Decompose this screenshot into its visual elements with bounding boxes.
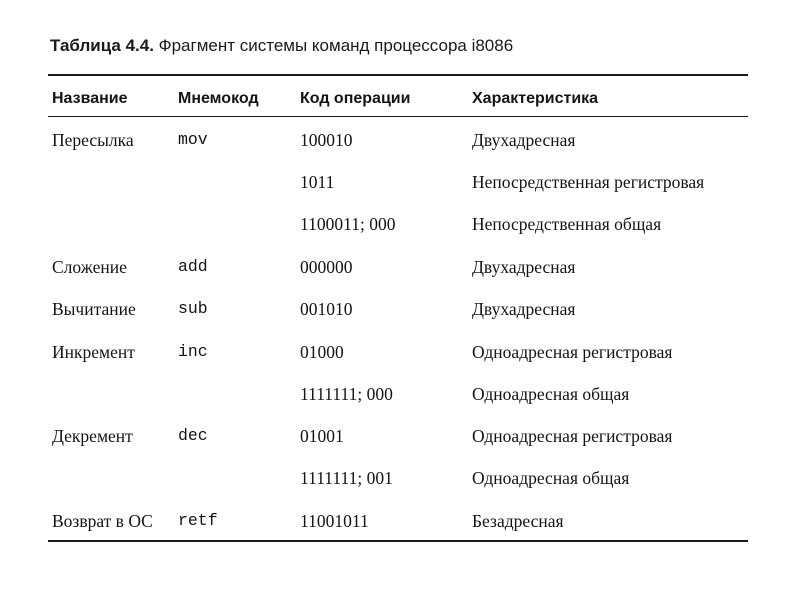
row-opcode-cell: 1111111; 001 bbox=[300, 468, 393, 488]
row-opcode-cell: 01001 bbox=[300, 426, 344, 446]
column-header-description: Характеристика bbox=[472, 90, 599, 107]
row-name-cell: Декремент bbox=[52, 426, 133, 446]
row-description-cell: Двухадресная bbox=[472, 130, 576, 150]
table-header-rule bbox=[48, 116, 748, 117]
row-name-cell: Сложение bbox=[52, 257, 127, 277]
row-description-cell: Одноадресная общая bbox=[472, 384, 630, 404]
row-mnemonic-cell: add bbox=[178, 257, 208, 276]
row-opcode-cell: 1100011; 000 bbox=[300, 214, 396, 234]
column-header-name: Название bbox=[52, 90, 128, 107]
table-caption-label: Таблица 4.4. bbox=[50, 36, 154, 55]
row-name-cell: Возврат в ОС bbox=[52, 511, 153, 531]
column-header-mnemonic: Мнемокод bbox=[178, 90, 259, 107]
row-description-cell: Двухадресная bbox=[472, 299, 576, 319]
row-name-cell: Инкремент bbox=[52, 342, 135, 362]
row-mnemonic-cell: inc bbox=[178, 342, 208, 361]
row-description-cell: Непосредственная регистровая bbox=[472, 172, 705, 192]
row-name-cell: Вычитание bbox=[52, 299, 136, 319]
column-header-opcode: Код операции bbox=[300, 90, 411, 107]
row-description-cell: Безадресная bbox=[472, 511, 564, 531]
row-opcode-cell: 1111111; 000 bbox=[300, 384, 393, 404]
table-caption bbox=[50, 36, 513, 56]
row-opcode-cell: 100010 bbox=[300, 130, 353, 150]
row-mnemonic-cell: retf bbox=[178, 511, 218, 530]
row-mnemonic-cell: mov bbox=[178, 130, 208, 149]
row-opcode-cell: 1011 bbox=[300, 172, 335, 192]
row-description-cell: Непосредственная общая bbox=[472, 214, 662, 234]
row-mnemonic-cell: dec bbox=[178, 426, 208, 445]
table-caption-text: Фрагмент системы команд процессора i8086 bbox=[158, 36, 514, 55]
row-opcode-cell: 01000 bbox=[300, 342, 344, 362]
row-opcode-cell: 001010 bbox=[300, 299, 353, 319]
row-description-cell: Двухадресная bbox=[472, 257, 576, 277]
row-name-cell: Пересылка bbox=[52, 130, 134, 150]
table-bottom-rule bbox=[48, 540, 748, 542]
row-description-cell: Одноадресная регистровая bbox=[472, 342, 673, 362]
row-opcode-cell: 11001011 bbox=[300, 511, 369, 531]
row-opcode-cell: 000000 bbox=[300, 257, 353, 277]
table-top-rule bbox=[48, 74, 748, 76]
row-mnemonic-cell: sub bbox=[178, 299, 208, 318]
row-description-cell: Одноадресная регистровая bbox=[472, 426, 673, 446]
row-description-cell: Одноадресная общая bbox=[472, 468, 630, 488]
